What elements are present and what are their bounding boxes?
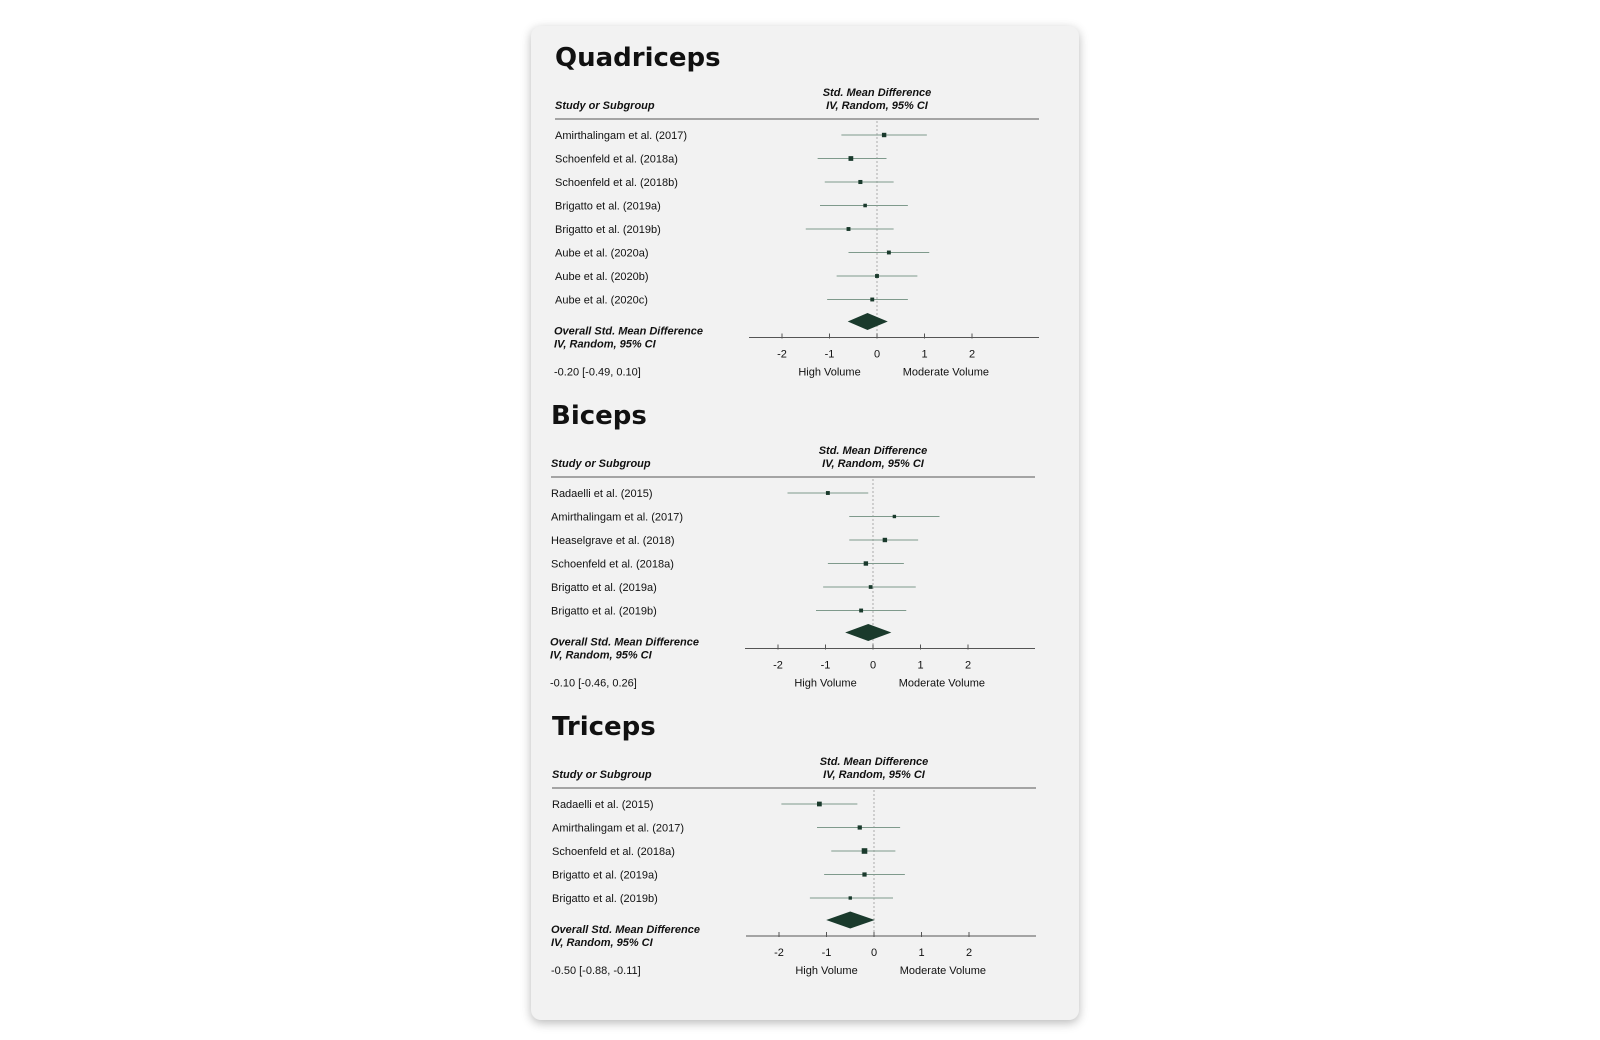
panel-title: Triceps — [552, 712, 656, 742]
overall-label: Overall Std. Mean Difference — [554, 325, 703, 338]
study-name: Brigatto et al. (2019b) — [551, 605, 657, 618]
study-row — [551, 488, 868, 500]
favors-right-label: Moderate Volume — [898, 677, 985, 690]
overall-method: IV, Random, 95% CI — [551, 937, 653, 949]
study-row — [551, 582, 916, 594]
point-estimate — [863, 204, 867, 208]
study-row — [555, 248, 929, 260]
point-estimate — [869, 585, 873, 589]
study-name: Schoenfeld et al. (2018a) — [555, 153, 678, 166]
study-name: Radaelli et al. (2015) — [551, 488, 653, 500]
study-row — [552, 893, 893, 905]
study-name: Radaelli et al. (2015) — [552, 799, 654, 811]
overall-estimate-text: -0.10 [-0.46, 0.26] — [550, 677, 637, 690]
point-estimate — [858, 825, 862, 829]
study-row — [555, 271, 917, 283]
column-header-study: Study or Subgroup — [555, 100, 655, 112]
study-name: Brigatto et al. (2019b) — [555, 224, 661, 236]
overall-estimate-text: -0.20 [-0.49, 0.10] — [554, 366, 641, 379]
point-estimate — [817, 802, 822, 807]
study-row — [555, 201, 908, 213]
study-name: Heaselgrave et al. (2018) — [551, 535, 675, 547]
point-estimate — [864, 561, 868, 565]
point-estimate — [875, 274, 879, 278]
point-estimate — [887, 251, 891, 255]
overall-estimate-text: -0.50 [-0.88, -0.11] — [551, 965, 641, 977]
tick-label: 2 — [964, 659, 972, 672]
study-name: Amirthalingam et al. (2017) — [551, 511, 684, 524]
point-estimate — [858, 180, 862, 184]
point-estimate — [870, 298, 874, 302]
column-header-study: Study or Subgroup — [552, 769, 652, 781]
study-name: Aube et al. (2020a) — [555, 247, 649, 260]
tick-label: 1 — [921, 348, 928, 361]
forest-plot-card — [531, 26, 1079, 1020]
column-header-method: IV, Random, 95% CI — [822, 458, 924, 470]
favors-left-label: High Volume — [798, 366, 861, 379]
study-row — [552, 823, 900, 835]
tick-label: -2 — [777, 348, 787, 361]
forest-panel-biceps — [550, 401, 1035, 690]
study-name: Brigatto et al. (2019a) — [552, 869, 658, 882]
favors-left-label: High Volume — [794, 677, 857, 690]
point-estimate — [862, 872, 866, 876]
tick-label: 1 — [918, 947, 925, 959]
favors-left-label: High Volume — [795, 965, 858, 977]
study-row — [552, 870, 905, 882]
column-header-effect: Std. Mean Difference — [819, 756, 929, 768]
study-name: Amirthalingam et al. (2017) — [555, 130, 688, 142]
tick-label: 2 — [965, 947, 973, 959]
forest-plot-canvas — [531, 26, 1079, 1020]
study-row — [552, 846, 895, 858]
study-name: Brigatto et al. (2019b) — [552, 893, 658, 905]
column-header-effect: Std. Mean Difference — [822, 87, 932, 99]
column-header-method: IV, Random, 95% CI — [823, 769, 925, 781]
point-estimate — [849, 156, 854, 161]
tick-label: -2 — [773, 659, 783, 672]
study-row — [552, 799, 857, 811]
tick-label: -1 — [821, 947, 832, 959]
point-estimate — [847, 227, 851, 231]
study-row — [551, 535, 918, 547]
overall-label: Overall Std. Mean Difference — [551, 924, 700, 936]
study-name: Schoenfeld et al. (2018a) — [552, 846, 675, 858]
tick-label: -1 — [820, 659, 831, 672]
study-name: Aube et al. (2020c) — [555, 294, 648, 307]
overall-diamond — [848, 313, 888, 330]
tick-label: 0 — [869, 659, 877, 672]
point-estimate — [862, 848, 868, 854]
study-name: Amirthalingam et al. (2017) — [552, 822, 685, 835]
overall-method: IV, Random, 95% CI — [554, 338, 656, 351]
tick-label: 0 — [873, 348, 881, 361]
panel-title: Quadriceps — [555, 43, 721, 73]
forest-panel-quadriceps — [554, 43, 1039, 379]
study-row — [555, 154, 887, 166]
tick-label: -1 — [824, 348, 835, 361]
study-name: Aube et al. (2020b) — [555, 271, 649, 283]
study-row — [551, 512, 940, 524]
study-row — [555, 177, 894, 189]
column-header-study: Study or Subgroup — [551, 458, 651, 470]
tick-label: 1 — [917, 659, 924, 672]
overall-diamond — [826, 912, 875, 929]
study-row — [555, 224, 894, 236]
point-estimate — [883, 538, 887, 542]
favors-right-label: Moderate Volume — [899, 965, 986, 977]
study-name: Schoenfeld et al. (2018b) — [555, 177, 678, 189]
point-estimate — [826, 491, 830, 495]
tick-label: -2 — [774, 947, 784, 959]
study-row — [551, 606, 906, 618]
overall-method: IV, Random, 95% CI — [550, 649, 652, 662]
point-estimate — [893, 515, 896, 518]
point-estimate — [882, 133, 886, 137]
favors-right-label: Moderate Volume — [902, 366, 989, 379]
overall-diamond — [845, 624, 891, 641]
study-name: Brigatto et al. (2019a) — [555, 200, 661, 213]
study-row — [551, 559, 904, 571]
panel-title: Biceps — [551, 401, 647, 431]
study-name: Brigatto et al. (2019a) — [551, 582, 657, 594]
forest-panel-triceps — [551, 712, 1036, 977]
point-estimate — [849, 896, 852, 899]
tick-label: 0 — [870, 947, 878, 959]
column-header-effect: Std. Mean Difference — [818, 445, 928, 457]
study-row — [555, 130, 927, 142]
study-name: Schoenfeld et al. (2018a) — [551, 558, 674, 571]
column-header-method: IV, Random, 95% CI — [826, 100, 928, 112]
overall-label: Overall Std. Mean Difference — [550, 636, 699, 649]
tick-label: 2 — [968, 348, 976, 361]
study-row — [555, 295, 908, 307]
point-estimate — [859, 609, 863, 613]
